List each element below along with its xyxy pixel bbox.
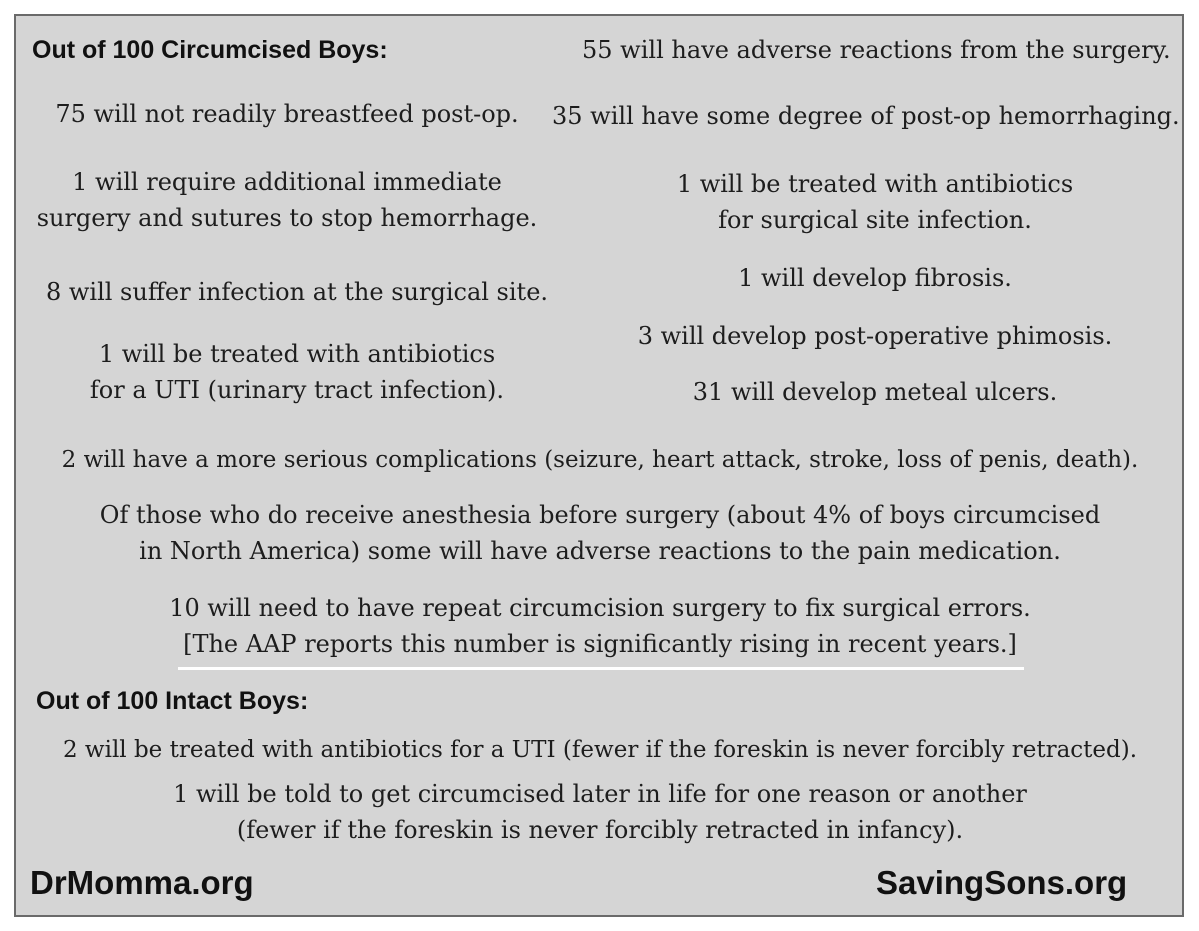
stat-hemorrhaging: 35 will have some degree of post-op hemorrhaging.: [552, 102, 1180, 130]
stat-uti-line2: for a UTI (urinary tract infection).: [89, 376, 505, 404]
intact-stat-uti: 2 will be treated with antibiotics for a UTI (fewer if the foreskin is never forcibly retracted).: [62, 737, 1138, 763]
stat-repeat-surgery-line2: [The AAP reports this number is significantly rising in recent years.]: [183, 630, 1017, 658]
intact-stat-later-line1: 1 will be told to get circumcised later in life for one reason or another: [173, 780, 1027, 808]
footer-site-right: SavingSons.org: [876, 864, 1128, 901]
stat-breastfeed: 75 will not readily breastfeed post-op.: [55, 100, 519, 128]
stat-site-antibiotics-line1: 1 will be treated with antibiotics: [676, 170, 1074, 198]
stat-adverse-reactions: 55 will have adverse reactions from the surgery.: [582, 36, 1171, 64]
stat-surgical-infection: 8 will suffer infection at the surgical site.: [45, 278, 549, 306]
info-card: [14, 14, 1184, 917]
footer-site-left: DrMomma.org: [30, 864, 254, 901]
stat-fibrosis: 1 will develop fibrosis.: [738, 264, 1012, 292]
stat-site-antibiotics-line2: for surgical site infection.: [718, 206, 1032, 234]
anesthesia-note-line2: in North America) some will have adverse reactions to the pain medication.: [139, 537, 1061, 565]
anesthesia-note-line1: Of those who do receive anesthesia before surgery (about 4% of boys circumcised: [99, 501, 1101, 529]
circumcised-heading: Out of 100 Circumcised Boys:: [32, 36, 388, 64]
stat-meteal-ulcers: 31 will develop meteal ulcers.: [692, 378, 1058, 406]
stat-uti-line1: 1 will be treated with antibiotics: [98, 340, 496, 368]
stat-additional-surgery-line2: surgery and sutures to stop hemorrhage.: [36, 204, 538, 232]
stat-repeat-surgery-line1: 10 will need to have repeat circumcision surgery to fix surgical errors.: [169, 594, 1031, 622]
section-divider: [178, 667, 1024, 670]
intact-stat-later-line2: (fewer if the foreskin is never forcibly retracted in infancy).: [236, 816, 964, 844]
stat-serious-complications: 2 will have a more serious complications (seizure, heart attack, stroke, loss of penis, death).: [61, 447, 1139, 473]
intact-heading: Out of 100 Intact Boys:: [36, 687, 309, 715]
stat-phimosis: 3 will develop post-operative phimosis.: [637, 322, 1113, 350]
stat-additional-surgery-line1: 1 will require additional immediate: [72, 168, 502, 196]
